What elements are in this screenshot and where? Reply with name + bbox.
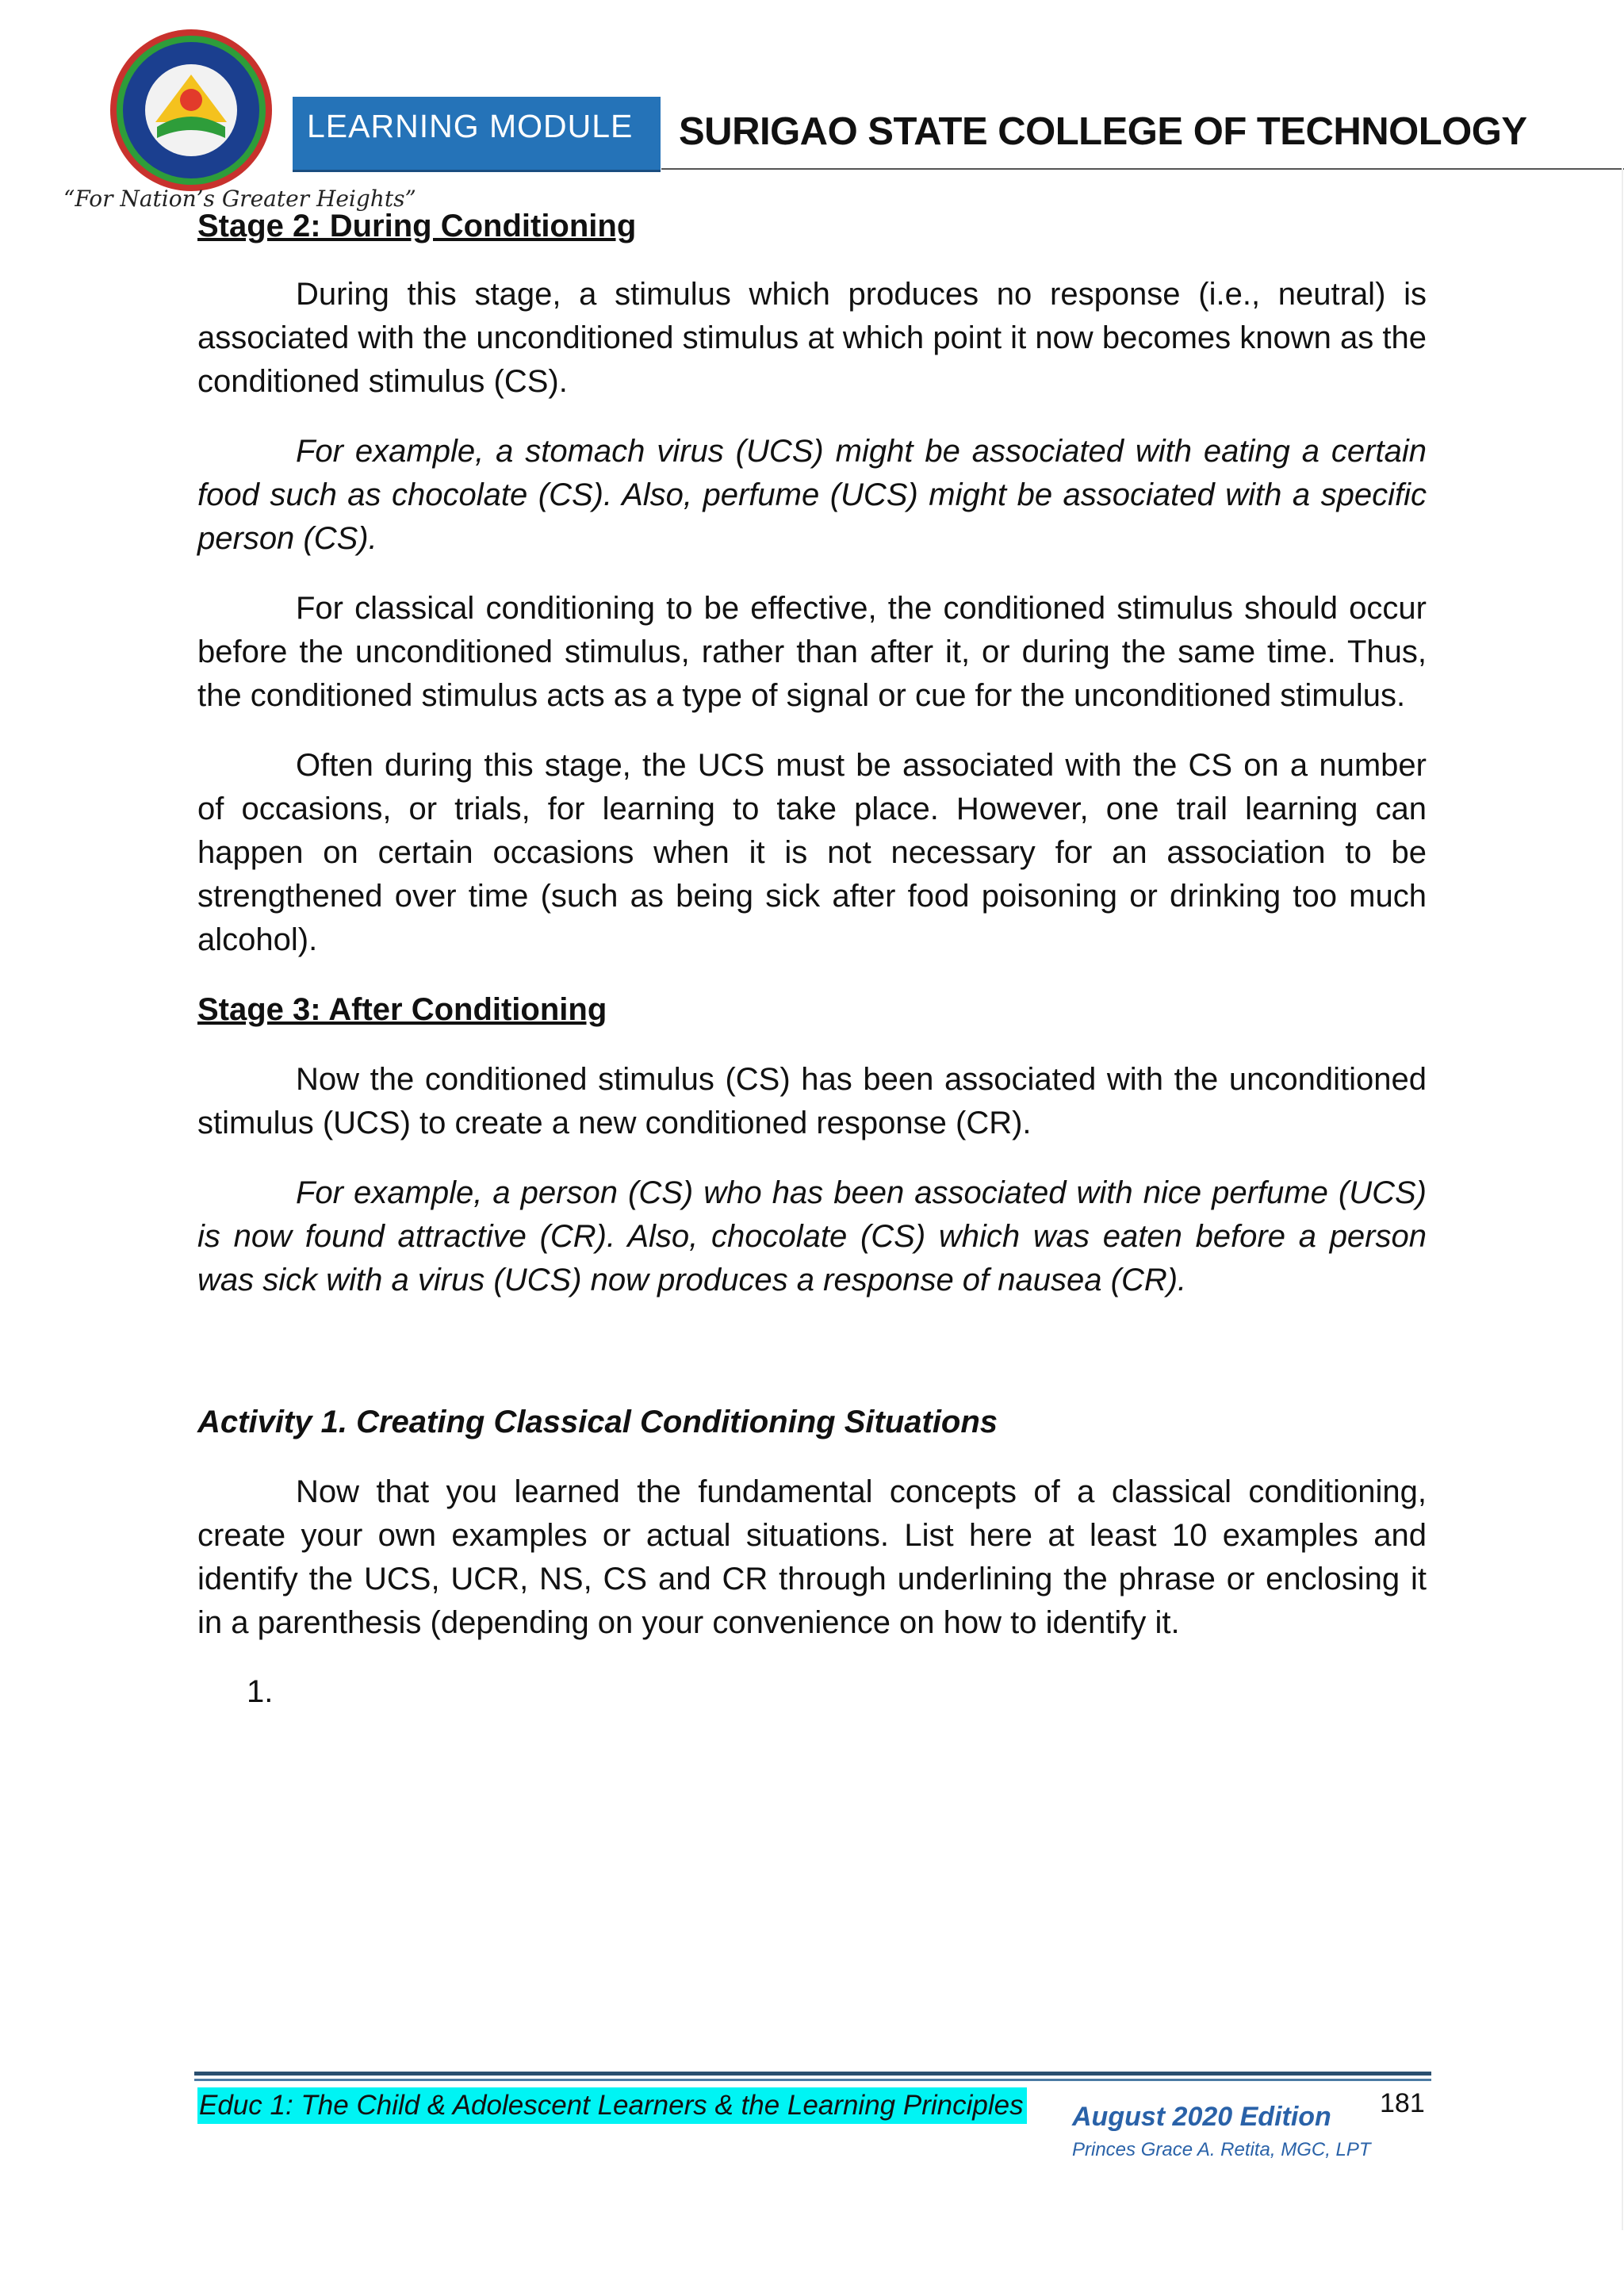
- footer-divider-bottom: [194, 2079, 1431, 2081]
- page-edge-line: [1622, 168, 1623, 2230]
- author-credit: Princes Grace A. Retita, MGC, LPT: [1072, 2139, 1371, 2160]
- college-seal-logo: [108, 27, 274, 194]
- page-number: 181: [1380, 2088, 1425, 2118]
- edition-label: August 2020 Edition: [1072, 2102, 1331, 2132]
- learning-module-label: LEARNING MODULE: [307, 108, 634, 144]
- course-title: Educ 1: The Child & Adolescent Learners & the Learning Principles: [197, 2087, 1027, 2124]
- activity-instructions: Now that you learned the fundamental concepts of a classical conditioning, create your own examples or actual situations. List here at least 10 examples and identify the UCS, UCR, NS, CS and CR through underlining the phrase or enclosing it in a parenthesis (depending on your convenience on how to identify it.: [197, 1474, 1427, 1640]
- activity-title: Activity 1. Creating Classical Conditioning Situations: [197, 1405, 998, 1439]
- college-motto: “For Nation’s Greater Heights”: [63, 186, 416, 212]
- stage3-example-paragraph: For example, a person (CS) who has been associated with nice perfume (UCS) is now found attractive (CR). Also, chocolate (CS) which was eaten before a person was sick with a virus (UCS) now produces a response of nausea (CR).: [197, 1175, 1427, 1297]
- seal-sun: [180, 89, 202, 111]
- learning-module-banner: [293, 97, 661, 172]
- stage2-paragraph-1: During this stage, a stimulus which produces no response (i.e., neutral) is associated with the unconditioned stimulus at which point it now becomes known as the conditioned stimulus (CS).: [197, 277, 1427, 399]
- stage2-heading: Stage 2: During Conditioning: [197, 209, 637, 243]
- stage2-paragraph-4: Often during this stage, the UCS must be associated with the CS on a number of occasions, or trials, for learning to take place. However, one trail learning can happen on certain occasions when it is not necessary for an association to be strengthened over time (such as being sick after food poisoning or drinking too much alcohol).: [197, 748, 1427, 957]
- college-name: SURIGAO STATE COLLEGE OF TECHNOLOGY: [679, 110, 1527, 153]
- stage2-paragraph-3: For classical conditioning to be effective, the conditioned stimulus should occur before the unconditioned stimulus, rather than after it, or during the same time. Thus, the conditioned stimulus acts as a type of signal or cue for the unconditioned stimulus.: [197, 591, 1427, 713]
- header-divider: [661, 168, 1624, 170]
- module-content: [197, 205, 1427, 1714]
- stage3-paragraph-1: Now the conditioned stimulus (CS) has been associated with the unconditioned stimulus (UCS) to create a new conditioned response (CR).: [197, 1062, 1427, 1140]
- footer-divider-top: [194, 2072, 1431, 2076]
- activity-list-item-1: 1.: [247, 1674, 274, 1709]
- stage3-heading: Stage 3: After Conditioning: [197, 992, 607, 1027]
- stage2-example-paragraph: For example, a stomach virus (UCS) might be associated with eating a certain food such as chocolate (CS). Also, perfume (UCS) might be associated with a specific person (CS).: [197, 434, 1427, 556]
